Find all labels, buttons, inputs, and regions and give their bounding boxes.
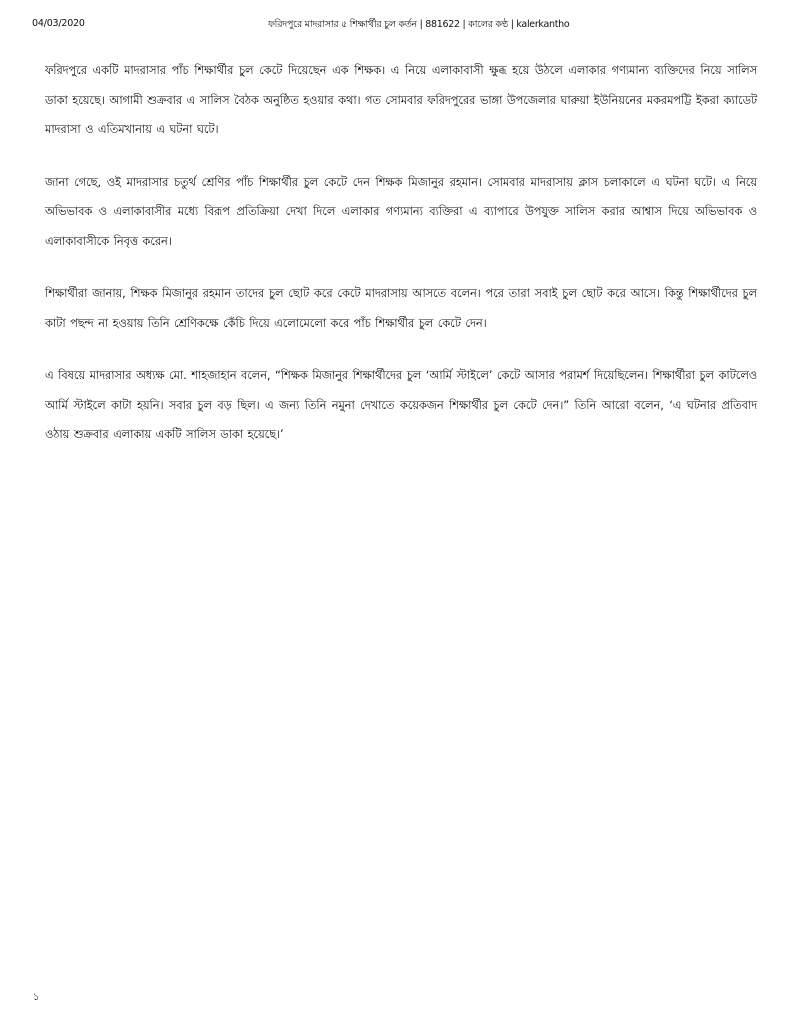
print-title: ফরিদপুরে মাদরাসার ৫ শিক্ষার্থীর চুল কর্তন | 881622 | কালের কণ্ঠ | kalerkantho: [268, 19, 570, 30]
article-body: [45, 56, 757, 473]
print-header: [0, 16, 791, 34]
page-number: ১: [33, 992, 40, 1003]
article-paragraph: ফরিদপুরে একটি মাদরাসার পাঁচ শিক্ষার্থীর চুল কেটে দিয়েছেন এক শিক্ষক। এ নিয়ে এলাকাবাসী ক্ষুব্ধ হয়ে উঠলে এলাকার গণ্যমান্য ব্যক্তিদের নিয়ে সালিস ডাকা হয়েছে। আগামী শুক্রবার এ সালিস বৈঠক অনুষ্ঠিত হওয়ার কথা। গত সোমবার ফরিদপুরের ভাঙ্গা উপজেলার ঘারুয়া ইউনিয়নের মকরমপট্টি ইকরা ক্যাডেট মাদরাসা ও এতিমখানায় এ ঘটনা ঘটে।: [45, 63, 757, 136]
print-date: 04/03/2020: [32, 18, 85, 29]
article-paragraph: এ বিষয়ে মাদরাসার অধ্যক্ষ মো. শাহজাহান বলেন, “শিক্ষক মিজানুর শিক্ষার্থীদের চুল ‘আর্মি স্টাইলে’ কেটে আসার পরামর্শ দিয়েছিলেন। শিক্ষার্থীরা চুল কাটলেও আর্মি স্টাইলে কাটা হয়নি। সবার চুল বড় ছিল। এ জন্য তিনি নমুনা দেখাতে কয়েকজন শিক্ষার্থীর চুল কেটে দেন।” তিনি আরো বলেন, ‘এ ঘটনার প্রতিবাদ ওঠায় শুক্রবার এলাকায় একটি সালিস ডাকা হয়েছে।’: [45, 368, 757, 441]
article-paragraph: শিক্ষার্থীরা জানায়, শিক্ষক মিজানুর রহমান তাদের চুল ছোট করে কেটে মাদরাসায় আসতে বলেন। পরে তারা সবাই চুল ছোট করে আসে। কিন্তু শিক্ষার্থীদের চুল কাটা পছন্দ না হওয়ায় তিনি শ্রেণিকক্ষে কেঁচি দিয়ে এলোমেলো করে পাঁচ শিক্ষার্থীর চুল কেটে দেন।: [45, 286, 757, 330]
article-paragraph: জানা গেছে, ওই মাদরাসার চতুর্থ শ্রেণির পাঁচ শিক্ষার্থীর চুল কেটে দেন শিক্ষক মিজানুর রহমান। সোমবার মাদরাসায় ক্লাস চলাকালে এ ঘটনা ঘটে। এ নিয়ে অভিভাবক ও এলাকাবাসীর মধ্যে বিরূপ প্রতিক্রিয়া দেখা দিলে এলাকার গণ্যমান্য ব্যক্তিরা এ ব্যাপারে উপযুক্ত সালিস করার আশ্বাস দিয়ে অভিভাবক ও এলাকাবাসীকে নিবৃত্ত করেন।: [45, 174, 757, 248]
